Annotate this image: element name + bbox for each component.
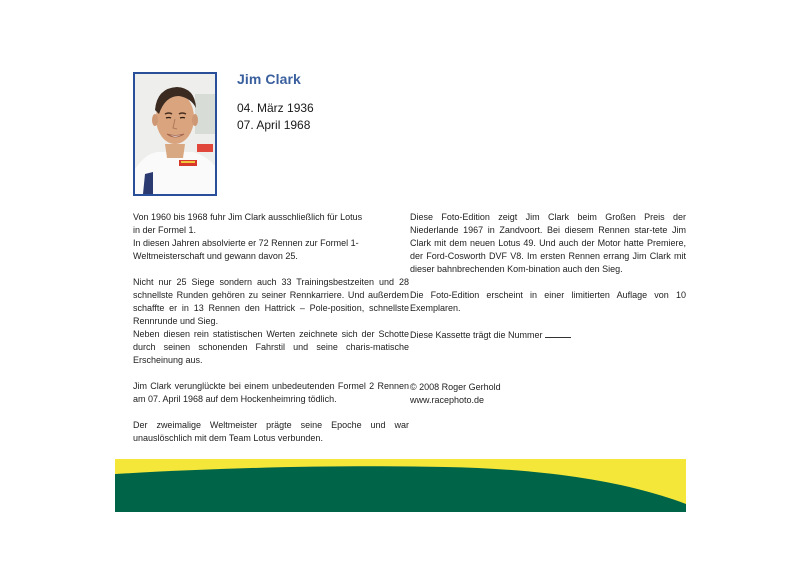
career-paragraph-line-1: Von 1960 bis 1968 fuhr Jim Clark ausschließlich für Lotus <box>133 212 363 222</box>
accident-paragraph: Jim Clark verunglückte bei einem unbedeutenden Formel 2 Rennen am 07. April 1968 auf dem Hockenheimring tödlich. <box>133 381 409 404</box>
yellow-green-wave-graphic <box>115 459 686 512</box>
number-label: Diese Kassette trägt die Nummer <box>410 330 543 340</box>
right-text-column <box>410 211 686 407</box>
career-paragraph-line-3: In diesen Jahren absolvierte er 72 Rennen zur Formel 1- <box>133 238 359 248</box>
number-blank-line <box>545 328 571 338</box>
decorative-color-band <box>115 459 686 512</box>
legacy-paragraph: Der zweimalige Weltmeister prägte seine Epoche und war unauslöschlich mit dem Team Lotus verbunden. <box>133 420 409 443</box>
birth-date: 04. März 1936 <box>237 101 314 115</box>
edition-paragraph: Diese Foto-Edition zeigt Jim Clark beim Großen Preis der Niederlande 1967 in Zandvoort. Bei diesem Rennen star-tete Jim Clark mit dem neuen Lotus 49. Und auch der Motor hatte Premiere, der Ford-Cosworth DVF V8. Im ersten Rennen errang Jim Clark mit dieser bahnbrechenden Kom-bination auch den Sieg. <box>410 212 686 274</box>
death-date: 07. April 1968 <box>237 118 311 132</box>
records-paragraph: Nicht nur 25 Siege sondern auch 33 Trainingsbestzeiten und 28 schnellste Runden gehören zu seiner Rennkarriere. Und außerdem schaffte er in 13 Rennen den Hattrick – Pole-position, schnellste Rennrunde und Sieg. <box>133 277 409 326</box>
career-paragraph-line-2: in der Formel 1. <box>133 225 197 235</box>
limited-edition-paragraph: Die Foto-Edition erscheint in einer limitierten Auflage von 10 Exemplaren. <box>410 290 686 313</box>
portrait-photo <box>133 72 217 196</box>
left-text-column <box>133 211 409 458</box>
copyright-line: © 2008 Roger Gerhold <box>410 382 501 392</box>
number-paragraph <box>410 328 686 342</box>
driver-portrait-image <box>135 74 215 194</box>
career-paragraph-line-4: Weltmeisterschaft und gewann davon 25. <box>133 251 298 261</box>
driver-name: Jim Clark <box>237 71 301 87</box>
style-paragraph: Neben diesen rein statistischen Werten zeichnete sich der Schotte durch seinen schonenden Fahrstil und seine charis-matische Erscheinung aus. <box>133 329 409 365</box>
website-line: www.racephoto.de <box>410 395 485 405</box>
life-dates <box>237 100 314 134</box>
